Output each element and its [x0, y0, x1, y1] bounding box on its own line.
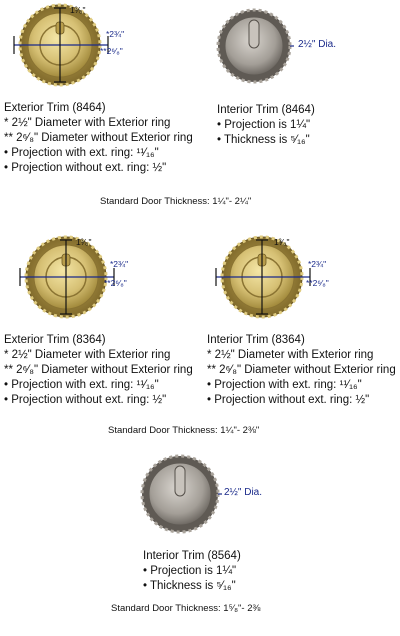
spec-line: • Projection with ext. ring: ¹¹⁄₁₆"	[207, 379, 362, 391]
spec-line: * 2½" Diameter with Exterior ring	[4, 117, 171, 129]
dim-star-label: *2¾"	[110, 259, 129, 269]
dim-top-label: 1³⁄₈"	[70, 5, 86, 15]
spec-line: • Projection without ext. ring: ½"	[207, 394, 370, 406]
spec-title: Exterior Trim (8364)	[4, 334, 106, 346]
spec-title: Interior Trim (8464)	[217, 104, 315, 116]
spec-line: • Projection without ext. ring: ½"	[4, 162, 167, 174]
dim-star-label: *2¾"	[106, 29, 125, 39]
spec-line: ** 2⁶⁄₈" Diameter without Exterior ring	[4, 132, 193, 144]
spec-title: Interior Trim (8364)	[207, 334, 305, 346]
spec-line: * 2½" Diameter with Exterior ring	[207, 349, 374, 361]
dim-top-label: 1³⁄₈"	[76, 237, 92, 247]
dim-dstar-label: **2⁶⁄₈"	[306, 278, 329, 288]
interior-trim-8364-specs	[207, 333, 396, 408]
interior-trim-drawing	[138, 454, 222, 534]
dim-dstar-label: **2⁶⁄₈"	[104, 278, 127, 288]
exterior-trim-8364-specs	[4, 333, 197, 408]
interior-trim-8464-figure	[214, 8, 400, 84]
spec-line: * 2½" Diameter with Exterior ring	[4, 349, 171, 361]
spec-line: • Projection without ext. ring: ½"	[4, 394, 167, 406]
spec-line: ** 2⁶⁄₈" Diameter without Exterior ring	[207, 364, 396, 376]
exterior-trim-8464-figure	[8, 2, 148, 88]
dim-top-label: 1³⁄₈"	[274, 237, 290, 247]
spec-line: ** 2⁶⁄₈" Diameter without Exterior ring	[4, 364, 193, 376]
exterior-trim-8464-specs	[4, 101, 193, 176]
exterior-trim-8364-figure	[14, 234, 154, 320]
interior-trim-8364-figure	[210, 234, 360, 320]
spec-line: • Projection is 1¼"	[143, 565, 237, 577]
dia-label: 2½" Dia.	[298, 39, 337, 50]
interior-trim-drawing	[214, 8, 294, 84]
dia-label: 2½" Dia.	[224, 487, 263, 498]
standard-door-thickness-3: Standard Door Thickness: 1⁵⁄₈"- 2⅜	[111, 603, 261, 614]
dim-star-label: *2¾"	[308, 259, 327, 269]
standard-door-thickness-2: Standard Door Thickness: 1¼"- 2⅜"	[108, 425, 260, 436]
dim-dstar-label: **2⁶⁄₈"	[100, 46, 123, 56]
spec-line: • Thickness is ⁵⁄₁₆"	[217, 134, 310, 146]
spec-title: Exterior Trim (8464)	[4, 102, 106, 114]
spec-line: • Thickness is ⁵⁄₁₆"	[143, 580, 236, 592]
standard-door-thickness-1: Standard Door Thickness: 1¼"- 2¼"	[100, 196, 252, 207]
spec-line: • Projection with ext. ring: ¹¹⁄₁₆"	[4, 379, 159, 391]
interior-trim-8564-figure	[138, 454, 338, 534]
spec-line: • Projection is 1¼"	[217, 119, 311, 131]
spec-title: Interior Trim (8564)	[143, 550, 241, 562]
interior-trim-8464-specs	[217, 103, 315, 148]
spec-line: • Projection with ext. ring: ¹¹⁄₁₆"	[4, 147, 159, 159]
interior-trim-8564-specs	[143, 549, 241, 594]
